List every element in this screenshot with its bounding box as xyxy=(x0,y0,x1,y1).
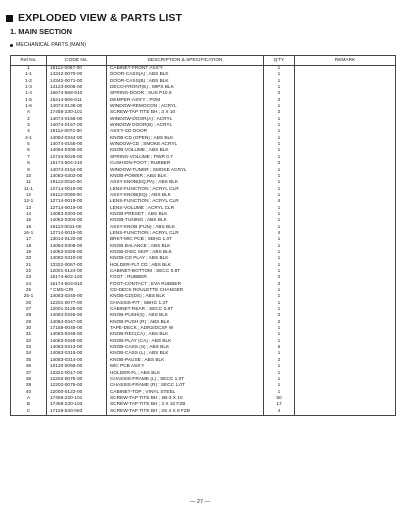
cell-qty: 1 xyxy=(264,237,295,243)
cell-code-no: 14082-0310-00 xyxy=(47,256,107,262)
cell-code-no: 19112-0072-00 xyxy=(47,129,107,135)
cell-code-no: 14342-0070-00 xyxy=(47,72,107,78)
cell-qty: 2 xyxy=(264,320,295,326)
cell-description: KNOB-REC(CA) ; ABS BLK xyxy=(107,332,264,338)
cell-ref-no: 1-2 xyxy=(11,79,47,85)
dot-bullet-icon xyxy=(10,44,13,47)
cell-description: KNOB-PLAY (CA) ; ABS BLK xyxy=(107,339,264,345)
cell-qty: 1 xyxy=(264,148,295,154)
cell-description: CHASSIS-FRAME (R) ; SECC 1.0T xyxy=(107,383,264,389)
cell-ref-no: 14 xyxy=(11,212,47,218)
cell-ref-no: 38 xyxy=(11,377,47,383)
cell-qty: 1 xyxy=(264,269,295,275)
cell-ref-no: 1-3 xyxy=(11,85,47,91)
cell-code-no: 14123-0006-00 xyxy=(47,85,107,91)
cell-description: SCREW-TAP TITE BH ; 3 X 10 FZB xyxy=(107,402,264,408)
cell-code-no: 17458-230-101 xyxy=(47,396,107,402)
cell-code-no: 14084-0346-00 xyxy=(47,313,107,319)
cell-code-no: 14074-0138-00 xyxy=(47,104,107,110)
header-ref-no: Ref No. xyxy=(11,56,47,66)
cell-code-no: 12202-0076-00 xyxy=(47,383,107,389)
cell-qty: 1 xyxy=(264,104,295,110)
cell-qty: 1 xyxy=(264,193,295,199)
cell-qty: 1 xyxy=(264,383,295,389)
cell-qty: 1 xyxy=(264,129,295,135)
cell-description: KNOB-CD(DS) ; ABS BLK xyxy=(107,294,264,300)
cell-code-no: 17458-230-101 xyxy=(47,110,107,116)
cell-qty: 2 xyxy=(264,98,295,104)
cell-qty: 1 xyxy=(264,390,295,396)
cell-code-no: 14342-0071-00 xyxy=(47,79,107,85)
cell-ref-no: 31 xyxy=(11,332,47,338)
cell-code-no: 19112-0067-00 xyxy=(47,66,107,73)
cell-qty: 1 xyxy=(264,117,295,123)
cell-qty: 1 xyxy=(264,351,295,357)
cell-qty: 1 xyxy=(264,371,295,377)
cell-code-no: 17128-540-083 xyxy=(47,409,107,416)
cell-code-no: 14074-0157-00 xyxy=(47,123,107,129)
cell-qty: 1 xyxy=(264,307,295,313)
cell-description: CABINET-BOTTOM ; SECC 0.8T xyxy=(107,269,264,275)
cell-code-no: 12000-0123-00 xyxy=(47,390,107,396)
cell-ref-no: 5 xyxy=(11,142,47,148)
cell-code-no: 19112-0008-00 xyxy=(47,193,107,199)
cell-code-no: 13014-0120-00 xyxy=(47,237,107,243)
cell-qty: 1 xyxy=(264,364,295,370)
cell-ref-no: 17 xyxy=(11,237,47,243)
cell-ref-no: 25 xyxy=(11,288,47,294)
cell-description: KNOB-CASS (S) ; ABS BLK xyxy=(107,345,264,351)
cell-code-no: 14083-0313-00 xyxy=(47,345,107,351)
cell-description: KNOB BALANCE ; ABS BLK xyxy=(107,244,264,250)
cell-description: MIC PCB ASS'Y xyxy=(107,364,264,370)
header-qty: Q'TY xyxy=(264,56,295,66)
cell-qty: 1 xyxy=(264,212,295,218)
cell-code-no: 12714-0019-00 xyxy=(47,206,107,212)
cell-ref-no: 1-4 xyxy=(11,91,47,97)
cell-qty: 2 xyxy=(264,358,295,364)
cell-code-no: 16174-503-810 xyxy=(47,282,107,288)
cell-ref-no: 13 xyxy=(11,206,47,212)
subsection-text: MECHANICAL PARTS (MAIN) xyxy=(16,42,86,48)
cell-ref-no: 8 xyxy=(11,161,47,167)
cell-description: WINDOW-TUNER ; SMOKE ACRYL xyxy=(107,168,264,174)
cell-remark xyxy=(295,66,396,73)
cell-code-no: 10120-0058-00 xyxy=(47,364,107,370)
cell-code-no: 12714-0019-00 xyxy=(47,187,107,193)
cell-code-no: 19113-0011-00 xyxy=(47,225,107,231)
cell-ref-no: 10 xyxy=(11,174,47,180)
cell-qty: 2 xyxy=(264,110,295,116)
cell-description: HOLDER-FL ; ABS BLK xyxy=(107,371,264,377)
cell-description: KNOB-PUSH(S) ; ABS BLK xyxy=(107,313,264,319)
cell-qty: 1 xyxy=(264,85,295,91)
cell-qty: 1 xyxy=(264,256,295,262)
cell-ref-no: 29 xyxy=(11,320,47,326)
cell-ref-no: 26 xyxy=(11,301,47,307)
cell-ref-no: 16 xyxy=(11,225,47,231)
cell-code-no: 13322-0017-00 xyxy=(47,371,107,377)
cell-ref-no: 15 xyxy=(11,218,47,224)
cell-qty: 1 xyxy=(264,136,295,142)
cell-ref-no: 1-1 xyxy=(11,72,47,78)
cell-description: KNOB-POWER ; ABS BLK xyxy=(107,174,264,180)
cell-qty: 2 xyxy=(264,313,295,319)
cell-description: WINDOW DOOR(B) ; ACRYL xyxy=(107,123,264,129)
cell-qty: 4 xyxy=(264,199,295,205)
cell-description: SCREW-TAP TITE BH ; 2B-3 X 10 xyxy=(107,396,264,402)
cell-description: TAPE-DECK ; ADR2/DCSF W xyxy=(107,326,264,332)
cell-description: DOOR-CASS(A) ; ABS BLK xyxy=(107,72,264,78)
cell-qty: 2 xyxy=(264,282,295,288)
cell-ref-no: 12 xyxy=(11,193,47,199)
cell-code-no: 14084-0344-00 xyxy=(47,136,107,142)
cell-ref-no: 1 xyxy=(11,66,47,73)
cell-description: KNOB-TUNING ; ABS BLK xyxy=(107,218,264,224)
cell-description: CUSHION-FOOT ; RUBBER xyxy=(107,161,264,167)
cell-code-no: 15214-506-011 xyxy=(47,98,107,104)
cell-ref-no: 11 xyxy=(11,180,47,186)
cell-ref-no: 12-1 xyxy=(11,199,47,205)
cell-description: HOLDER-FLT CD ; ABS BLK xyxy=(107,263,264,269)
cell-description: DOOR-CASS(B) ; ABS BLK xyxy=(107,79,264,85)
cell-ref-no: 20 xyxy=(11,256,47,262)
cell-code-no: * CMS-CRI xyxy=(47,288,107,294)
cell-ref-no: 33 xyxy=(11,345,47,351)
cell-qty: 1 xyxy=(264,377,295,383)
square-bullet-icon xyxy=(6,15,13,22)
cell-description: LENS-FUNCTION ; ACRYL CLR xyxy=(107,199,264,205)
cell-ref-no: 22 xyxy=(11,269,47,275)
cell-qty: 4 xyxy=(264,231,295,237)
cell-description: FOOT-CONTACT ; EVA RUBBER xyxy=(107,282,264,288)
cell-code-no: 14083-0348-00 xyxy=(47,332,107,338)
page-number: — 27 — xyxy=(189,499,211,505)
cell-description: DECO-FRONT(E) ; MIPS BLK xyxy=(107,85,264,91)
cell-code-no: 19113-0010-00 xyxy=(47,180,107,186)
cell-qty: 1 xyxy=(264,174,295,180)
header-code-no: CODE No. xyxy=(47,56,107,66)
cell-code-no: 14074-0155-00 xyxy=(47,142,107,148)
cell-description: ASSY-KNOB(EQ,PA) ; ABS BLK xyxy=(107,180,264,186)
cell-description: WINDOW-DOOR(A) ; ACRYL xyxy=(107,117,264,123)
cell-code-no: 12724-0028-00 xyxy=(47,155,107,161)
cell-description: SPRING-VOLUME ; PWR 0.7 xyxy=(107,155,264,161)
parts-table xyxy=(10,55,396,416)
cell-description: CABINET-TOP ; VINYL STEEL xyxy=(107,390,264,396)
cell-code-no: 14084-0308-00 xyxy=(47,244,107,250)
cell-description: CD-DECK ROULETTE CHANGER xyxy=(107,288,264,294)
cell-description: CABINET-FRONT ASS'Y xyxy=(107,66,264,73)
cell-qty: 1 xyxy=(264,250,295,256)
cell-qty: 1 xyxy=(264,225,295,231)
cell-code-no: 16174-504-210 xyxy=(47,161,107,167)
cell-ref-no: 4 xyxy=(11,129,47,135)
cell-code-no: 13322-0067-00 xyxy=(47,263,107,269)
cell-ref-no: 16-1 xyxy=(11,231,47,237)
cell-qty: 1 xyxy=(264,218,295,224)
cell-ref-no: 36 xyxy=(11,364,47,370)
cell-code-no: 14083-0314-00 xyxy=(47,358,107,364)
cell-qty: 1 xyxy=(264,326,295,332)
cell-qty: 50 xyxy=(264,396,295,402)
cell-qty: 1 xyxy=(264,332,295,338)
cell-description: LENS-FUNCTION ; ACRYL CLR xyxy=(107,231,264,237)
cell-qty: 2 xyxy=(264,275,295,281)
cell-description: ASS'Y-CD DOOR xyxy=(107,129,264,135)
cell-qty: 1 xyxy=(264,155,295,161)
table-row xyxy=(11,66,396,73)
cell-qty: 1 xyxy=(264,168,295,174)
cell-qty: 1 xyxy=(264,142,295,148)
cell-code-no: 14083-0349-00 xyxy=(47,339,107,345)
cell-ref-no: 34 xyxy=(11,351,47,357)
cell-code-no: 14083-0329-00 xyxy=(47,250,107,256)
cell-description: KNOB-DISC SKIP ; ABS BLK xyxy=(107,250,264,256)
cell-description: ASSY-KNOB(EQ) ; ABS BLK xyxy=(107,193,264,199)
cell-code-no: 17458-230-103 xyxy=(47,402,107,408)
cell-description: LENS-FUNCTION ; ACRYL CLR xyxy=(107,187,264,193)
table-body xyxy=(11,66,396,416)
cell-code-no: 12001-0125-00 xyxy=(47,307,107,313)
cell-ref-no: 11-1 xyxy=(11,187,47,193)
cell-ref-no: 27 xyxy=(11,307,47,313)
cell-description: KNOB-PRESET ; ABS BLK xyxy=(107,212,264,218)
cell-code-no: 12714-0019-00 xyxy=(47,231,107,237)
cell-ref-no: 3 xyxy=(11,123,47,129)
title-text: EXPLODED VIEW & PARTS LIST xyxy=(18,12,183,24)
cell-qty: 2 xyxy=(264,161,295,167)
cell-ref-no: 21 xyxy=(11,263,47,269)
cell-ref-no: 4-1 xyxy=(11,136,47,142)
cell-description: WINDOW-CD ; SMOKE ACRYL xyxy=(107,142,264,148)
cell-ref-no: 19 xyxy=(11,250,47,256)
cell-ref-no: 6 xyxy=(11,148,47,154)
table-header-row xyxy=(11,56,396,66)
cell-description: SCREW-TAP TITE BH ; 3 X 10 xyxy=(107,110,264,116)
cell-qty: 1 xyxy=(264,288,295,294)
cell-description: KNOB-CD (OPEN) ; ABS BLK xyxy=(107,136,264,142)
cell-ref-no: 1-6 xyxy=(11,104,47,110)
cell-code-no: 14083-0303-00 xyxy=(47,212,107,218)
cell-code-no: 14083-0304-00 xyxy=(47,218,107,224)
cell-remark xyxy=(295,409,396,416)
cell-ref-no: 25-1 xyxy=(11,294,47,300)
cell-code-no: 12001-0124-00 xyxy=(47,269,107,275)
cell-ref-no: A xyxy=(11,396,47,402)
cell-description: KNOB-CASS (L) ; ABS BLK xyxy=(107,351,264,357)
cell-code-no: 16674-568-910 xyxy=(47,91,107,97)
cell-ref-no: A xyxy=(11,110,47,116)
cell-description: KNOB-CD PLAY ; ABS BLK xyxy=(107,256,264,262)
cell-ref-no: 30 xyxy=(11,326,47,332)
cell-description: FOOT ; RUBBER xyxy=(107,275,264,281)
cell-qty: 1 xyxy=(264,244,295,250)
cell-code-no: 14074-0156-00 xyxy=(47,117,107,123)
cell-ref-no: 7 xyxy=(11,155,47,161)
cell-description: KNOB-PUSH (R) ; ABS BLK xyxy=(107,320,264,326)
cell-code-no: 14083-0315-00 xyxy=(47,351,107,357)
cell-ref-no: 1-5 xyxy=(11,98,47,104)
cell-code-no: 17159-0045-00 xyxy=(47,326,107,332)
cell-ref-no: 32 xyxy=(11,339,47,345)
cell-description: CABINET-REAR ; SECC 0.8T xyxy=(107,307,264,313)
cell-qty: 1 xyxy=(264,206,295,212)
header-remark: REMARK xyxy=(295,56,396,66)
cell-description: BRKT-MIC PCB ; SBHG 1.0T xyxy=(107,237,264,243)
cell-description: DEMPER-ASS'Y ; POM xyxy=(107,98,264,104)
table-row xyxy=(11,409,396,416)
cell-ref-no: 24 xyxy=(11,282,47,288)
cell-code-no: 14084-0347-00 xyxy=(47,320,107,326)
cell-qty: 1 xyxy=(264,294,295,300)
cell-ref-no: 23 xyxy=(11,275,47,281)
cell-description: SCREW-TAP TITE BH ; 2S 4 X 8 FZB xyxy=(107,409,264,416)
cell-description: SPRING-DOOR ; SUS P10.9 xyxy=(107,91,264,97)
cell-qty: 1 xyxy=(264,339,295,345)
cell-code-no: 12202-0075-00 xyxy=(47,377,107,383)
cell-qty: 1 xyxy=(264,263,295,269)
cell-qty: 4 xyxy=(264,409,295,416)
cell-description: ASSY-KNOB (FUN) ; ABS BLK xyxy=(107,225,264,231)
cell-qty: 2 xyxy=(264,91,295,97)
cell-description: LENS-VOLUME ; ACRYL CLR xyxy=(107,206,264,212)
cell-qty: 1 xyxy=(264,72,295,78)
cell-qty: 1 xyxy=(264,187,295,193)
cell-code-no: 14083-0302-00 xyxy=(47,174,107,180)
header-description: DESCRIPTION & SPECIFICATION xyxy=(107,56,264,66)
cell-ref-no: 18 xyxy=(11,244,47,250)
cell-description: KNOB-PAUSE ; ABS BLK xyxy=(107,358,264,364)
cell-ref-no: 39 xyxy=(11,383,47,389)
cell-qty: 1 xyxy=(264,79,295,85)
cell-ref-no: C xyxy=(11,409,47,416)
cell-code-no: 14074-0154-00 xyxy=(47,168,107,174)
cell-code-no: 12714-0019-00 xyxy=(47,199,107,205)
cell-ref-no: 35 xyxy=(11,358,47,364)
cell-description: WINDOW-REMOCON ; ACRYL xyxy=(107,104,264,110)
cell-code-no: 12201-0077-00 xyxy=(47,301,107,307)
cell-qty: 6 xyxy=(264,345,295,351)
cell-code-no: 14083-0345-00 xyxy=(47,294,107,300)
cell-ref-no: 28 xyxy=(11,313,47,319)
cell-qty: 1 xyxy=(264,301,295,307)
cell-ref-no: 40 xyxy=(11,390,47,396)
cell-ref-no: 9 xyxy=(11,168,47,174)
cell-qty: 17 xyxy=(264,402,295,408)
cell-code-no: 16174-602-120 xyxy=(47,275,107,281)
cell-qty: 1 xyxy=(264,123,295,129)
cell-description: CHASSIS-P/T ; SBHG 1.2T xyxy=(107,301,264,307)
cell-ref-no: 37 xyxy=(11,371,47,377)
cell-qty: 1 xyxy=(264,180,295,186)
document-title xyxy=(6,12,182,24)
cell-ref-no: 2 xyxy=(11,117,47,123)
cell-code-no: 14084-0306-00 xyxy=(47,148,107,154)
cell-description: CHASSIS-FRAME (L) ; SECC 1.0T xyxy=(107,377,264,383)
cell-qty: 1 xyxy=(264,66,295,73)
section-heading: 1. MAIN SECTION xyxy=(10,27,73,36)
cell-ref-no: B xyxy=(11,402,47,408)
subsection-heading xyxy=(10,42,86,48)
cell-description: KNOB-VOLUME ; ABS BLK xyxy=(107,148,264,154)
